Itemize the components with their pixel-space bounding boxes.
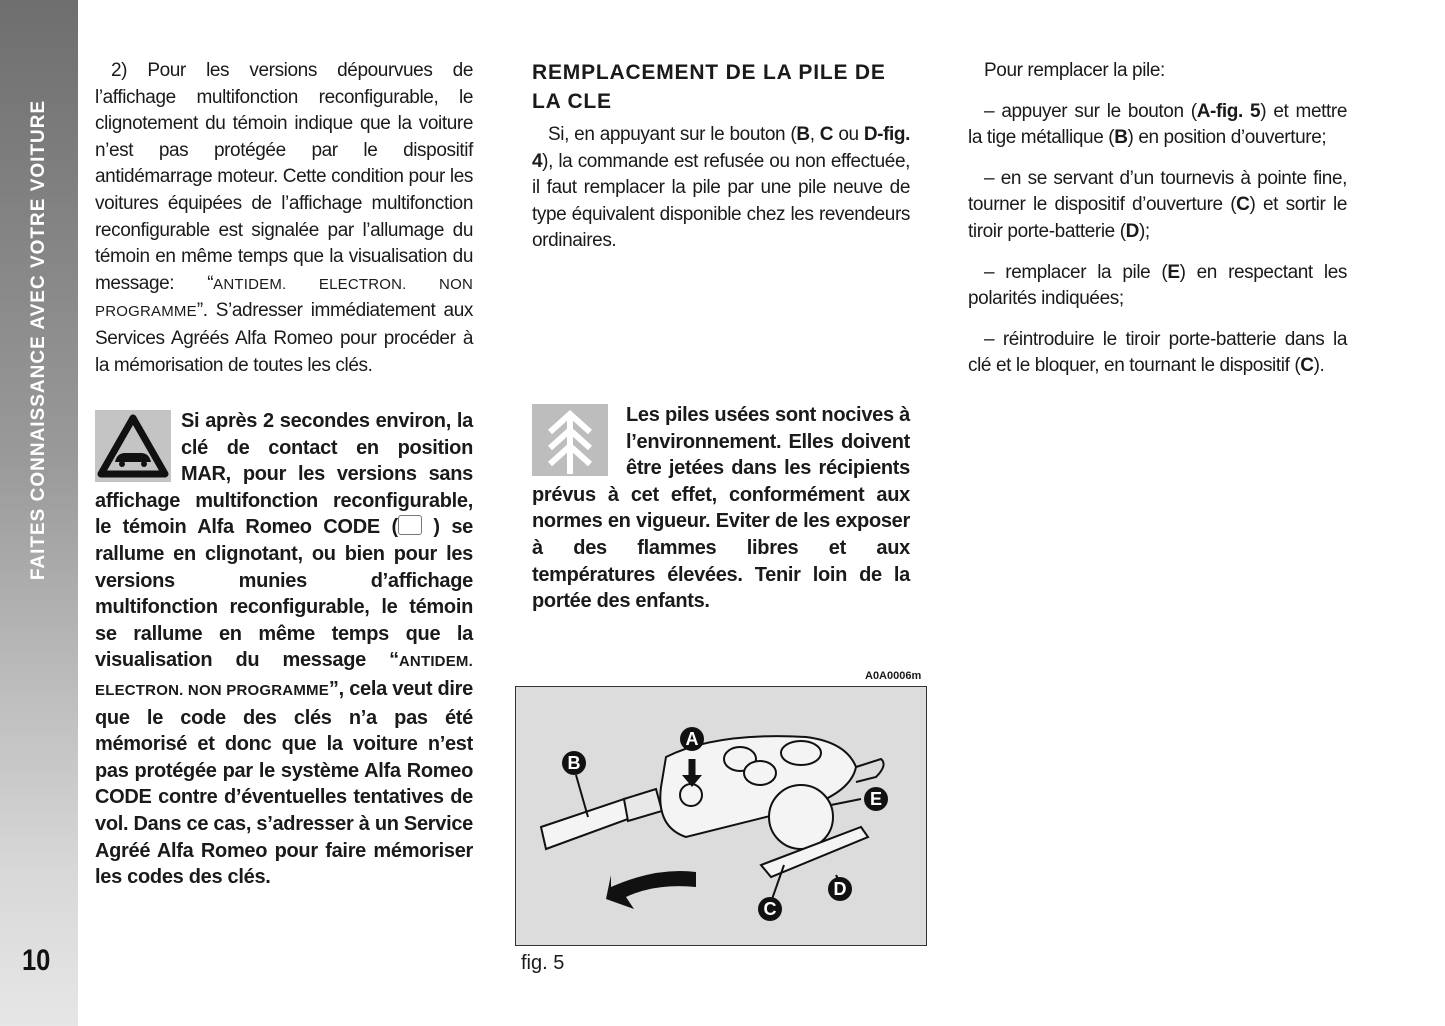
text: ) et mettre la tige métallique ( (968, 100, 1347, 149)
label-b: B (567, 753, 581, 773)
column-2 (532, 58, 910, 255)
column-1 (95, 58, 473, 379)
ref: C (819, 124, 834, 145)
ref: C (1300, 355, 1314, 377)
step (968, 99, 1347, 152)
text: – réintroduire le tiroir porte-batterie dans la clé et le bloquer, en tournant le dispositif ( (968, 328, 1347, 377)
ref: D-fig. 4 (532, 124, 910, 172)
text: ) et sortir le tiroir porte-batterie ( (968, 194, 1347, 242)
text: ) en position d’ouverture; (1127, 127, 1327, 149)
chapter-sidebar (0, 0, 78, 1026)
ref: B (796, 124, 810, 145)
key-illustration (516, 687, 926, 945)
text: ou (833, 124, 864, 145)
column-3 (968, 58, 1347, 380)
step (968, 166, 1347, 246)
text: Les piles usées sont nocives à l’environnement. Elles doivent être jetées dans les récipients prévus à cet effet, conformément aux normes en vigueur. Eviter de les exposer à des flammes libres et aux températures élevées. Tenir loin de la portée des enfants. (532, 404, 910, 613)
ref: C (1236, 194, 1250, 216)
text: Si, en appuyant sur le bouton ( (548, 124, 797, 145)
note-paragraph (95, 58, 473, 379)
step (968, 327, 1347, 380)
label-e: E (869, 789, 883, 809)
text: – remplacer la pile ( (984, 261, 1168, 283)
paragraph (532, 122, 910, 255)
ref: A-fig. 5 (1196, 100, 1261, 122)
intro: Pour remplacer la pile: (984, 60, 1165, 81)
warning-block (95, 408, 473, 891)
step (968, 260, 1347, 313)
text: , (809, 124, 820, 145)
environment-warning (532, 402, 910, 615)
label-d: D (833, 879, 847, 899)
section-heading: REMPLACEMENT DE LA PILE DE LA CLE (532, 61, 886, 113)
display-message: ANTIDEM. ELECTRON. NON PROGRAMME (95, 653, 473, 699)
figure-code: A0A0006m (865, 670, 922, 682)
text: – appuyer sur le bouton ( (984, 100, 1197, 122)
display-message: ANTIDEM. ELECTRON. NON PROGRAMME (95, 275, 473, 321)
ref: D (1125, 220, 1139, 242)
chapter-title: FAITES CONNAISSANCE AVEC VOTRE VOITURE (28, 99, 49, 581)
text: – en se servant d’un tournevis à pointe fine, tourner le dispositif d’ouverture ( (968, 167, 1347, 216)
text: ), la commande est refusée ou non effectuée, il faut remplacer la pile par une pile neuve de type équivalent disponible chez les revendeurs ordinaires. (532, 150, 910, 252)
figure-caption: fig. 5 (521, 952, 565, 974)
text: ”, cela veut dire que le code des clés n’a pas été mémorisé et donc que la voiture n’est pas protégée par le système Alfa Romeo CODE contre d’éventuelles tentatives de vol. Dans ce cas, s’adresser à un Service Agréé Alfa Romeo pour faire mémoriser les codes des clés. (95, 677, 473, 889)
text: Si après 2 secondes environ, la clé de contact en position MAR, pour les versions sans affichage multifonction reconfigurable, le témoin Alfa Romeo CODE ( (95, 410, 473, 539)
key-battery-figure (515, 686, 927, 946)
label-a: A (685, 729, 699, 749)
text: ) se rallume en clignotant, ou bien pour les versions munies d’affichage multifonction reconfigurable, le témoin se rallume en même temps que la visualisation du message “ (95, 516, 473, 672)
text: ”. S’adresser immédiatement aux Services Agréés Alfa Romeo pour procéder à la mémorisation de toutes les clés. (95, 300, 473, 376)
page-number: 10 (22, 944, 51, 977)
ref: B (1114, 127, 1128, 149)
text: ) en respectant les polarités indiquées; (968, 261, 1347, 310)
text: ). (1313, 355, 1325, 377)
text: ); (1138, 220, 1150, 242)
text: 2) Pour les versions dépourvues de l’affichage multifonction reconfigurable, le clignotement du témoin indique que la voiture n’est pas protégée par le dispositif antidémarrage moteur. Cette condition pour les voitures équipées de l’affichage multifonction reconfigurable est signalée par l’allumage du témoin en même temps que la visualisation du message: “ (95, 60, 473, 294)
label-c: C (763, 899, 777, 919)
ref: E (1167, 261, 1180, 283)
alfa-code-key-icon (398, 515, 422, 535)
warning-triangle-car-icon (95, 410, 171, 482)
recycle-tree-icon (532, 404, 608, 476)
